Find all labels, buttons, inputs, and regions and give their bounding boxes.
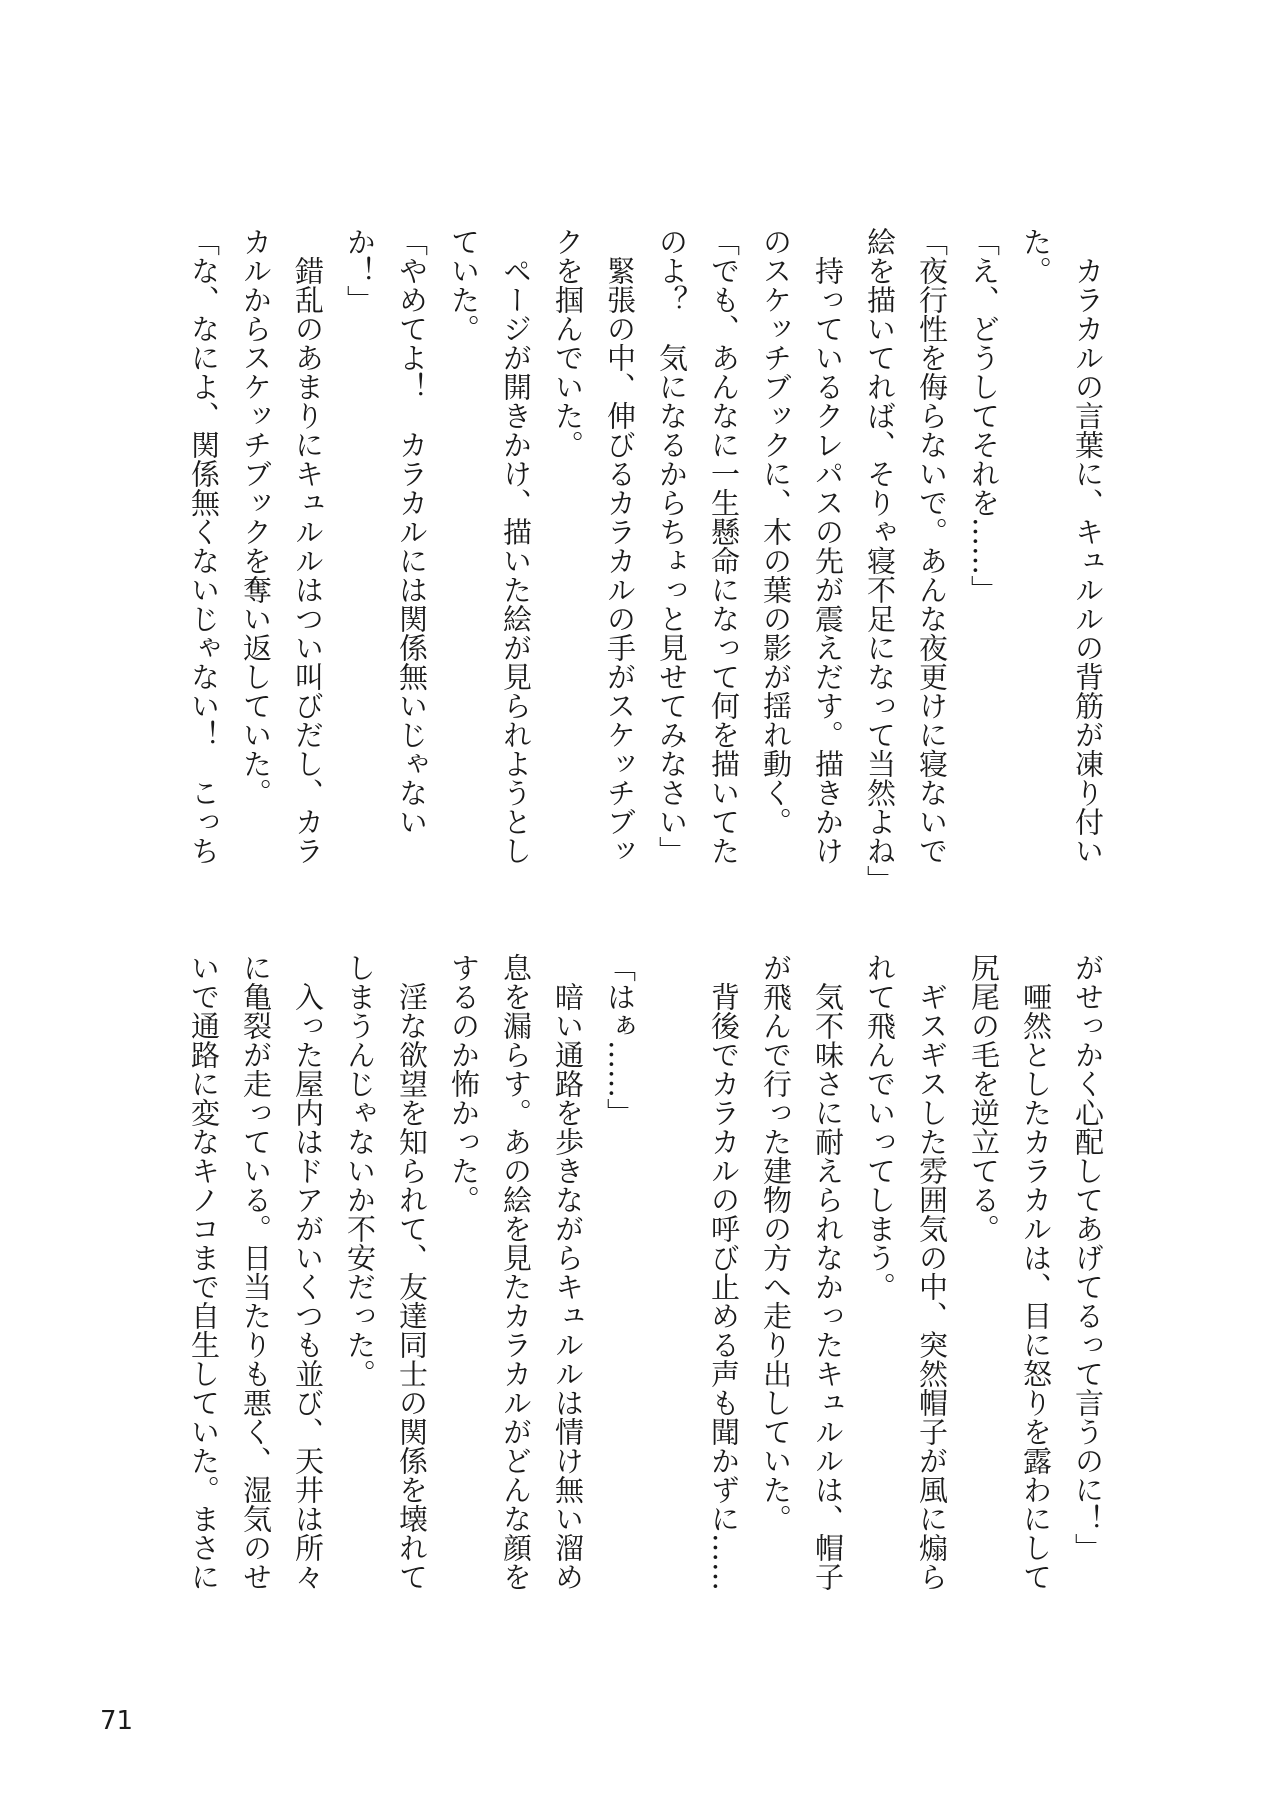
text-block-lower bbox=[178, 953, 1114, 1613]
text-column: 錯乱のあまりにキュルルはつい叫びだし、カラ bbox=[291, 227, 325, 865]
text-column: 「夜行性を侮らないで。あんな夜更けに寝ないで bbox=[915, 227, 949, 865]
text-column: ページが開きかけ、描いた絵が見られようとし bbox=[499, 227, 533, 865]
text-column: が飛んで行った建物の方へ走り出していた。 bbox=[759, 953, 793, 1533]
text-column: 暗い通路を歩きながらキュルルは情け無い溜め bbox=[551, 953, 585, 1591]
text-column: 持っているクレパスの先が震えだす。描きかけ bbox=[811, 227, 845, 865]
text-column: 淫な欲望を知られて、友達同士の関係を壊れて bbox=[395, 953, 429, 1591]
text-column: 入った屋内はドアがいくつも並び、天井は所々 bbox=[291, 953, 325, 1591]
page-number: 71 bbox=[100, 1706, 134, 1736]
text-column: いで通路に変なキノコまで自生していた。まさに bbox=[187, 953, 221, 1591]
text-column: 絵を描いてれば、そりゃ寝不足になって当然よね」 bbox=[863, 227, 897, 894]
text-column: 息を漏らす。あの絵を見たカラカルがどんな顔を bbox=[499, 953, 533, 1591]
text-column: 背後でカラカルの呼び止める声も聞かずに…… bbox=[707, 953, 741, 1591]
text-column: カラカルの言葉に、キュルルの背筋が凍り付い bbox=[1071, 227, 1105, 865]
text-column: 「え、どうしてそれを……」 bbox=[967, 227, 1001, 604]
text-column: 「な、なによ、関係無くないじゃない！ こっち bbox=[187, 227, 221, 865]
text-column: クを掴んでいた。 bbox=[551, 227, 585, 459]
text-column: のよ？ 気になるからちょっと見せてみなさい」 bbox=[655, 227, 689, 865]
text-column: 尻尾の毛を逆立てる。 bbox=[967, 953, 1001, 1243]
text-column: しまうんじゃないか不安だった。 bbox=[343, 953, 377, 1388]
text-column: れて飛んでいってしまう。 bbox=[863, 953, 897, 1301]
text-column: ギスギスした雰囲気の中、突然帽子が風に煽ら bbox=[915, 953, 949, 1591]
text-column: 気不味さに耐えられなかったキュルルは、帽子 bbox=[811, 953, 845, 1591]
text-column: のスケッチブックに、木の葉の影が揺れ動く。 bbox=[759, 227, 793, 836]
text-column: カルからスケッチブックを奪い返していた。 bbox=[239, 227, 273, 807]
text-block-upper bbox=[178, 227, 1114, 894]
text-column: ていた。 bbox=[447, 227, 481, 343]
blank-column bbox=[646, 953, 698, 1613]
text-column: がせっかく心配してあげてるって言うのに！」 bbox=[1071, 953, 1105, 1562]
text-column: に亀裂が走っている。日当たりも悪く、湿気のせ bbox=[239, 953, 273, 1591]
text-column: た。 bbox=[1019, 227, 1053, 285]
text-column: 「やめてよ！ カラカルには関係無いじゃない bbox=[395, 227, 429, 836]
text-column: 「でも、あんなに一生懸命になって何を描いてた bbox=[707, 227, 741, 865]
text-column: 「はぁ……」 bbox=[603, 953, 637, 1127]
text-column: するのか怖かった。 bbox=[447, 953, 481, 1214]
text-column: か！」 bbox=[343, 227, 377, 314]
text-column: 緊張の中、伸びるカラカルの手がスケッチブッ bbox=[603, 227, 637, 865]
text-column: 唖然としたカラカルは、目に怒りを露わにして bbox=[1019, 953, 1053, 1591]
